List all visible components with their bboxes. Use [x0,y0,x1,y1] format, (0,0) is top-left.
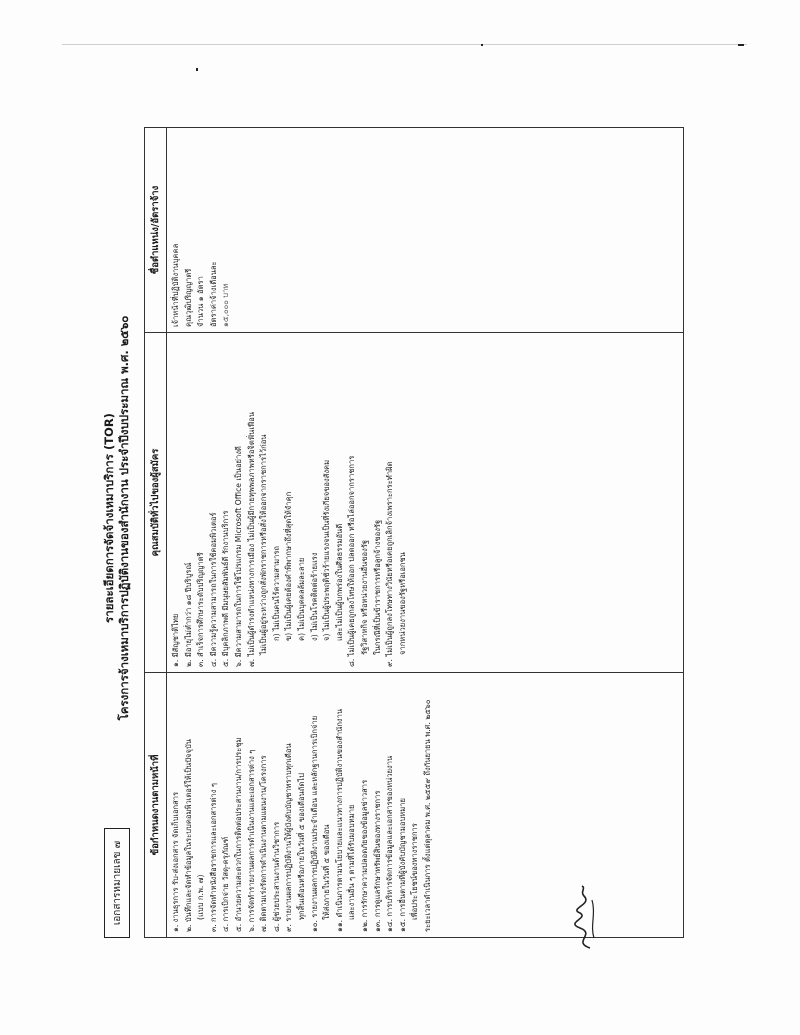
rotated-document [96,118,716,958]
duties-cell [167,673,684,938]
qualification-line: ๒. มีอายุไม่ต่ำกว่า ๑๘ ปีบริบูรณ์ [183,562,193,667]
qualification-line: ๙. ไม่เป็นผู้ถูกลงโทษทางวินัยหรือเคยถูกเลิกจ้างเพราะกระทำผิด [385,461,395,667]
qualifications-cell [167,333,684,673]
duty-line: ๑๔. การบริหารจัดการข้อมูลและเอกสารของหน่วยงาน [385,755,395,932]
duty-line: ๖. การจัดทำรายงานผลการดำเนินงานและเอกสารต่าง ๆ [246,749,256,932]
qualification-line: ก) ไม่เป็นคนไร้ความสามารถ [271,545,281,641]
qualification-line: ๗. ไม่เป็นผู้ดำรงตำแหน่งทางการเมือง ไม่เป็นผู้มีกายทุพพลภาพหรือจิตฟั่นเฟือน [246,411,256,667]
duty-line: ๑๒. การรักษาความปลอดภัยของข้อมูลข่าวสาร [359,779,369,932]
qualification-line: ในกรณีที่เป็นข้าราชการหรือลูกจ้างของรัฐ [372,519,382,655]
table-header-row [145,128,167,938]
duty-line: (แบบ ก.พ. ๗) [196,874,206,920]
duty-line: เพื่อประโยชน์ของทางราชการ [410,823,420,920]
qualification-line: ๖. มีความสามารถในการใช้โปรแกรม Microsoft Office เป็นอย่างดี [233,446,243,667]
duty-line: ๙. รายงานผลการปฏิบัติงานให้ผู้บังคับบัญชาทราบทุกเดือน [284,743,294,932]
qualification-line: ๓. สำเร็จการศึกษาระดับปริญญาตรี [196,552,206,667]
qualification-line: ๑. มีสัญชาติไทย [171,613,180,667]
table-row [167,128,684,938]
scan-speck [196,68,198,71]
duty-line: ทุกสิ้นเดือนหรือภายในวันที่ ๕ ของเดือนถัดไป [296,773,306,920]
qualification-line: ข) ไม่เป็นผู้เคยต้องคำพิพากษาถึงที่สุดให้จำคุก [284,491,294,641]
qualification-line: จ) ไม่เป็นผู้ประพฤติชั่วร้ายแรงจนเป็นที่รังเกียจของสังคม [322,459,332,641]
scan-top-rule [62,44,747,45]
duty-line: ๒. บันทึกและจัดทำข้อมูลในระบบคอมพิวเตอร์ให้เป็นปัจจุบัน [183,739,193,932]
duty-line: ๑๕. การอื่นตามที่ผู้บังคับบัญชามอบหมาย [397,798,407,932]
handwritten-signature [566,882,600,952]
position-line: ๑๕,๐๐๐ บาท [221,283,231,327]
position-line: เจ้าหน้าที่ปฏิบัติงานบุคคล [171,243,180,327]
column-header-duties: ข้อกำหนดงานตามหน้าที่ [145,673,167,938]
duty-line: ระยะเวลาดำเนินการ ตั้งแต่ตุลาคม พ.ศ. ๒๕๕๙ ถึงกันยายน พ.ศ. ๒๕๖๐ [422,699,432,932]
position-line: จำนวน ๑ อัตรา [196,276,206,327]
qualification-line: ค) ไม่เป็นบุคคลล้มละลาย [296,557,306,641]
qualification-line: และไม่เป็นผู้บกพร่องในศีลธรรมอันดี [334,523,344,641]
duty-line: ๑๑. ดำเนินการตามนโยบายและแนวทางการปฏิบัติงานของสำนักงาน [334,708,344,932]
duty-line: ๑๓. การดูแลรักษาทรัพย์สินของทางราชการ [372,790,382,932]
column-header-position: ชื่อตำแหน่ง/อัตราจ้าง [145,128,167,333]
duty-line: ๘. ผู้ช่วยประสานงานด้านวิชาการ [271,821,281,932]
duty-line: ๑๐. รายงานผลการปฏิบัติงานประจำเดือน และหลักฐานการเบิกจ่าย [309,715,319,932]
title-line-2: โครงการจ้างเหมาบริการปฏิบัติงานของสำนักงาน ประจำปีงบประมาณ พ.ศ. ๒๕๖๐ [117,315,131,721]
duty-line: ๔. การเบิกจ่าย วัสดุ-ครุภัณฑ์ [221,836,231,932]
attachment-label: เอกสารหมายเลข ๗ [104,828,130,938]
title-line-1: รายละเอียดการจัดจ้างเหมาบริการ (TOR) [102,413,116,623]
document-title [102,258,132,778]
duty-line: ๕. อำนวยความสะดวกในการติดต่อประสานงาน/การประชุม [233,737,243,932]
duty-line: ๓. การจัดทำหนังสือราชการและเอกสารต่าง ๆ [208,783,218,932]
position-line: อัตราค่าจ้างเดือนละ [208,261,218,327]
tor-table [144,127,684,938]
qualification-line: จากหน่วยงานของรัฐหรือเอกชน [397,552,407,655]
qualification-line: ๕. มีบุคลิกภาพดี มีมนุษยสัมพันธ์ดี รักงานบริการ [221,510,231,667]
scan-speck [481,44,483,46]
qualification-line: ง) ไม่เป็นโรคติดต่อร้ายแรง [309,552,319,641]
duty-line: ๑. งานธุรการ รับ-ส่งเอกสาร จัดเก็บเอกสาร [171,791,180,932]
position-cell [167,128,684,333]
qualification-line: ๔. มีความรู้ความสามารถในการใช้คอมพิวเตอร์ [208,512,218,667]
duty-line: และงานอื่น ๆ ตามที่ได้รับมอบหมาย [347,804,357,920]
duty-line: ๗. ติดตามเร่งรัดการดำเนินงานตามแผนงาน/โครงการ [259,755,269,932]
qualification-line: รัฐวิสาหกิจ หรือหน่วยงานอื่นของรัฐ [359,539,369,655]
scan-speck [738,44,744,46]
qualification-line: ๘. ไม่เป็นผู้เคยถูกลงโทษให้ออก ปลดออก หรือไล่ออกจากราชการ [347,455,357,667]
qualification-line: ไม่เป็นผู้อยู่ระหว่างถูกสั่งพักราชการหรือสั่งให้ออกจากราชการไว้ก่อน [259,434,269,655]
column-header-qualifications: คุณสมบัติทั่วไปของผู้สมัคร [145,333,167,673]
duty-line: ให้ส่งภายในวันที่ ๕ ของเดือน [322,824,332,920]
position-line: คุณวุฒิปริญญาตรี [183,268,193,327]
